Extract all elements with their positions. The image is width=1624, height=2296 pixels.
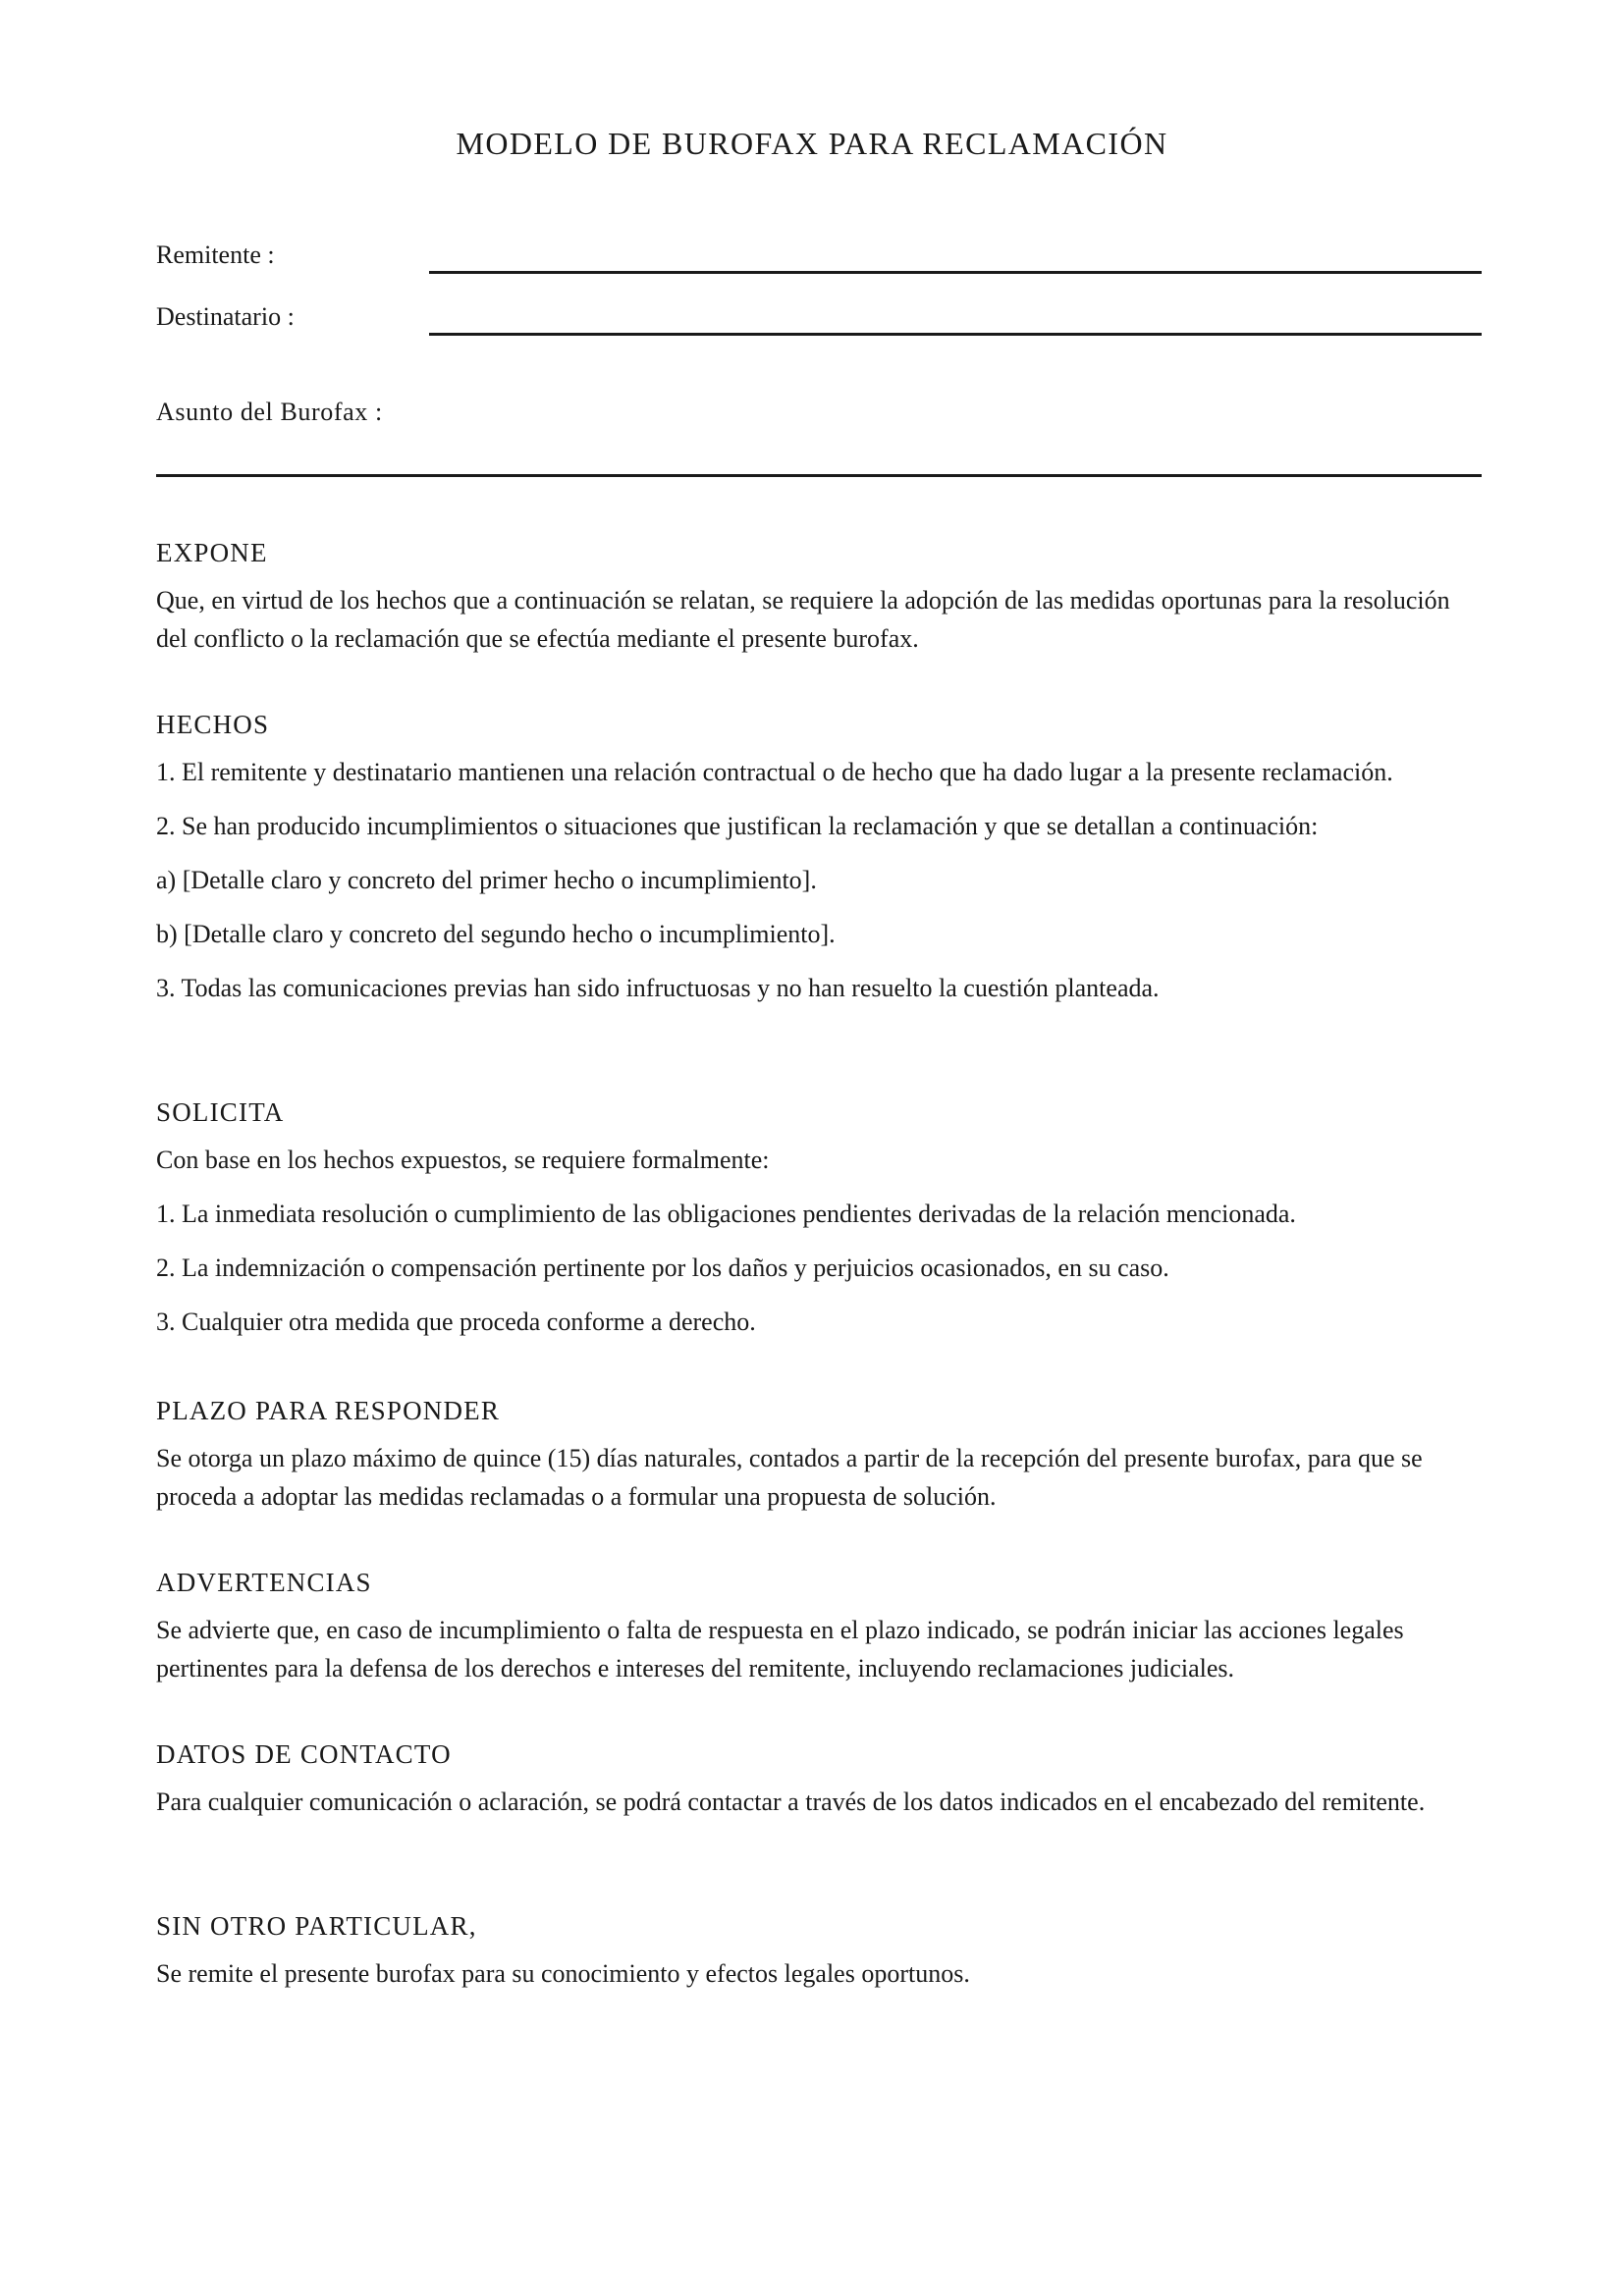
section-expone xyxy=(156,536,1482,673)
paragraph: Se advierte que, en caso de incumplimiento o falta de respuesta en el plazo indicado, se podrán iniciar las acciones legales pertinentes para la defensa de los derechos e intereses del remitente, incluyendo reclamaciones judiciales. xyxy=(156,1616,1404,1682)
section-heading: HECHOS xyxy=(156,710,270,739)
recipient-line xyxy=(429,333,1482,336)
section-heading: SOLICITA xyxy=(156,1097,285,1127)
section-heading: SIN OTRO PARTICULAR, xyxy=(156,1911,477,1941)
paragraph: 2. La indemnización o compensación pertinente por los daños y perjuicios ocasionados, en su caso. xyxy=(156,1254,1169,1282)
paragraph: 2. Se han producido incumplimientos o situaciones que justifican la reclamación y que se detallan a continuación: xyxy=(156,812,1319,840)
paragraph: b) [Detalle claro y concreto del segundo hecho o incumplimiento]. xyxy=(156,920,836,948)
sender-line xyxy=(429,271,1482,274)
subject-label: Asunto del Burofax : xyxy=(156,398,383,426)
section-advertencias xyxy=(156,1566,1482,1703)
section-plazo xyxy=(156,1394,1482,1531)
subject-line xyxy=(156,474,1482,477)
section-heading: PLAZO PARA RESPONDER xyxy=(156,1396,501,1425)
document-title: MODELO DE BUROFAX PARA RECLAMACIÓN xyxy=(456,126,1168,161)
section-heading: ADVERTENCIAS xyxy=(156,1568,372,1597)
section-heading: EXPONE xyxy=(156,538,268,567)
paragraph: 1. El remitente y destinatario mantienen una relación contractual o de hecho que ha dado lugar a la presente reclamación. xyxy=(156,758,1393,786)
paragraph: Para cualquier comunicación o aclaración, se podrá contactar a través de los datos indicados en el encabezado del remitente. xyxy=(156,1788,1426,1816)
paragraph: 3. Todas las comunicaciones previas han sido infructuosas y no han resuelto la cuestión planteada. xyxy=(156,974,1160,1002)
section-hechos xyxy=(156,708,1482,1023)
section-cierre xyxy=(156,1909,1482,2008)
paragraph: Con base en los hechos expuestos, se requiere formalmente: xyxy=(156,1146,770,1174)
paragraph: 1. La inmediata resolución o cumplimiento de las obligaciones pendientes derivadas de la relación mencionada. xyxy=(156,1200,1296,1228)
paragraph: a) [Detalle claro y concreto del primer hecho o incumplimiento]. xyxy=(156,866,817,894)
paragraph: Se otorga un plazo máximo de quince (15) días naturales, contados a partir de la recepción del presente burofax, para que se proceda a adoptar las medidas reclamadas o a formular una propuesta de solución. xyxy=(156,1444,1423,1511)
paragraph: Que, en virtud de los hechos que a continuación se relatan, se requiere la adopción de las medidas oportunas para la resolución del conflicto o la reclamación que se efectúa mediante el presente burofax. xyxy=(156,586,1450,653)
paragraph: Se remite el presente burofax para su conocimiento y efectos legales oportunos. xyxy=(156,1959,970,1988)
section-contacto xyxy=(156,1737,1482,1837)
sender-label: Remitente : xyxy=(156,240,275,269)
recipient-label: Destinatario : xyxy=(156,302,295,331)
paragraph: 3. Cualquier otra medida que proceda conforme a derecho. xyxy=(156,1308,756,1336)
section-solicita xyxy=(156,1095,1482,1357)
section-heading: DATOS DE CONTACTO xyxy=(156,1739,452,1769)
